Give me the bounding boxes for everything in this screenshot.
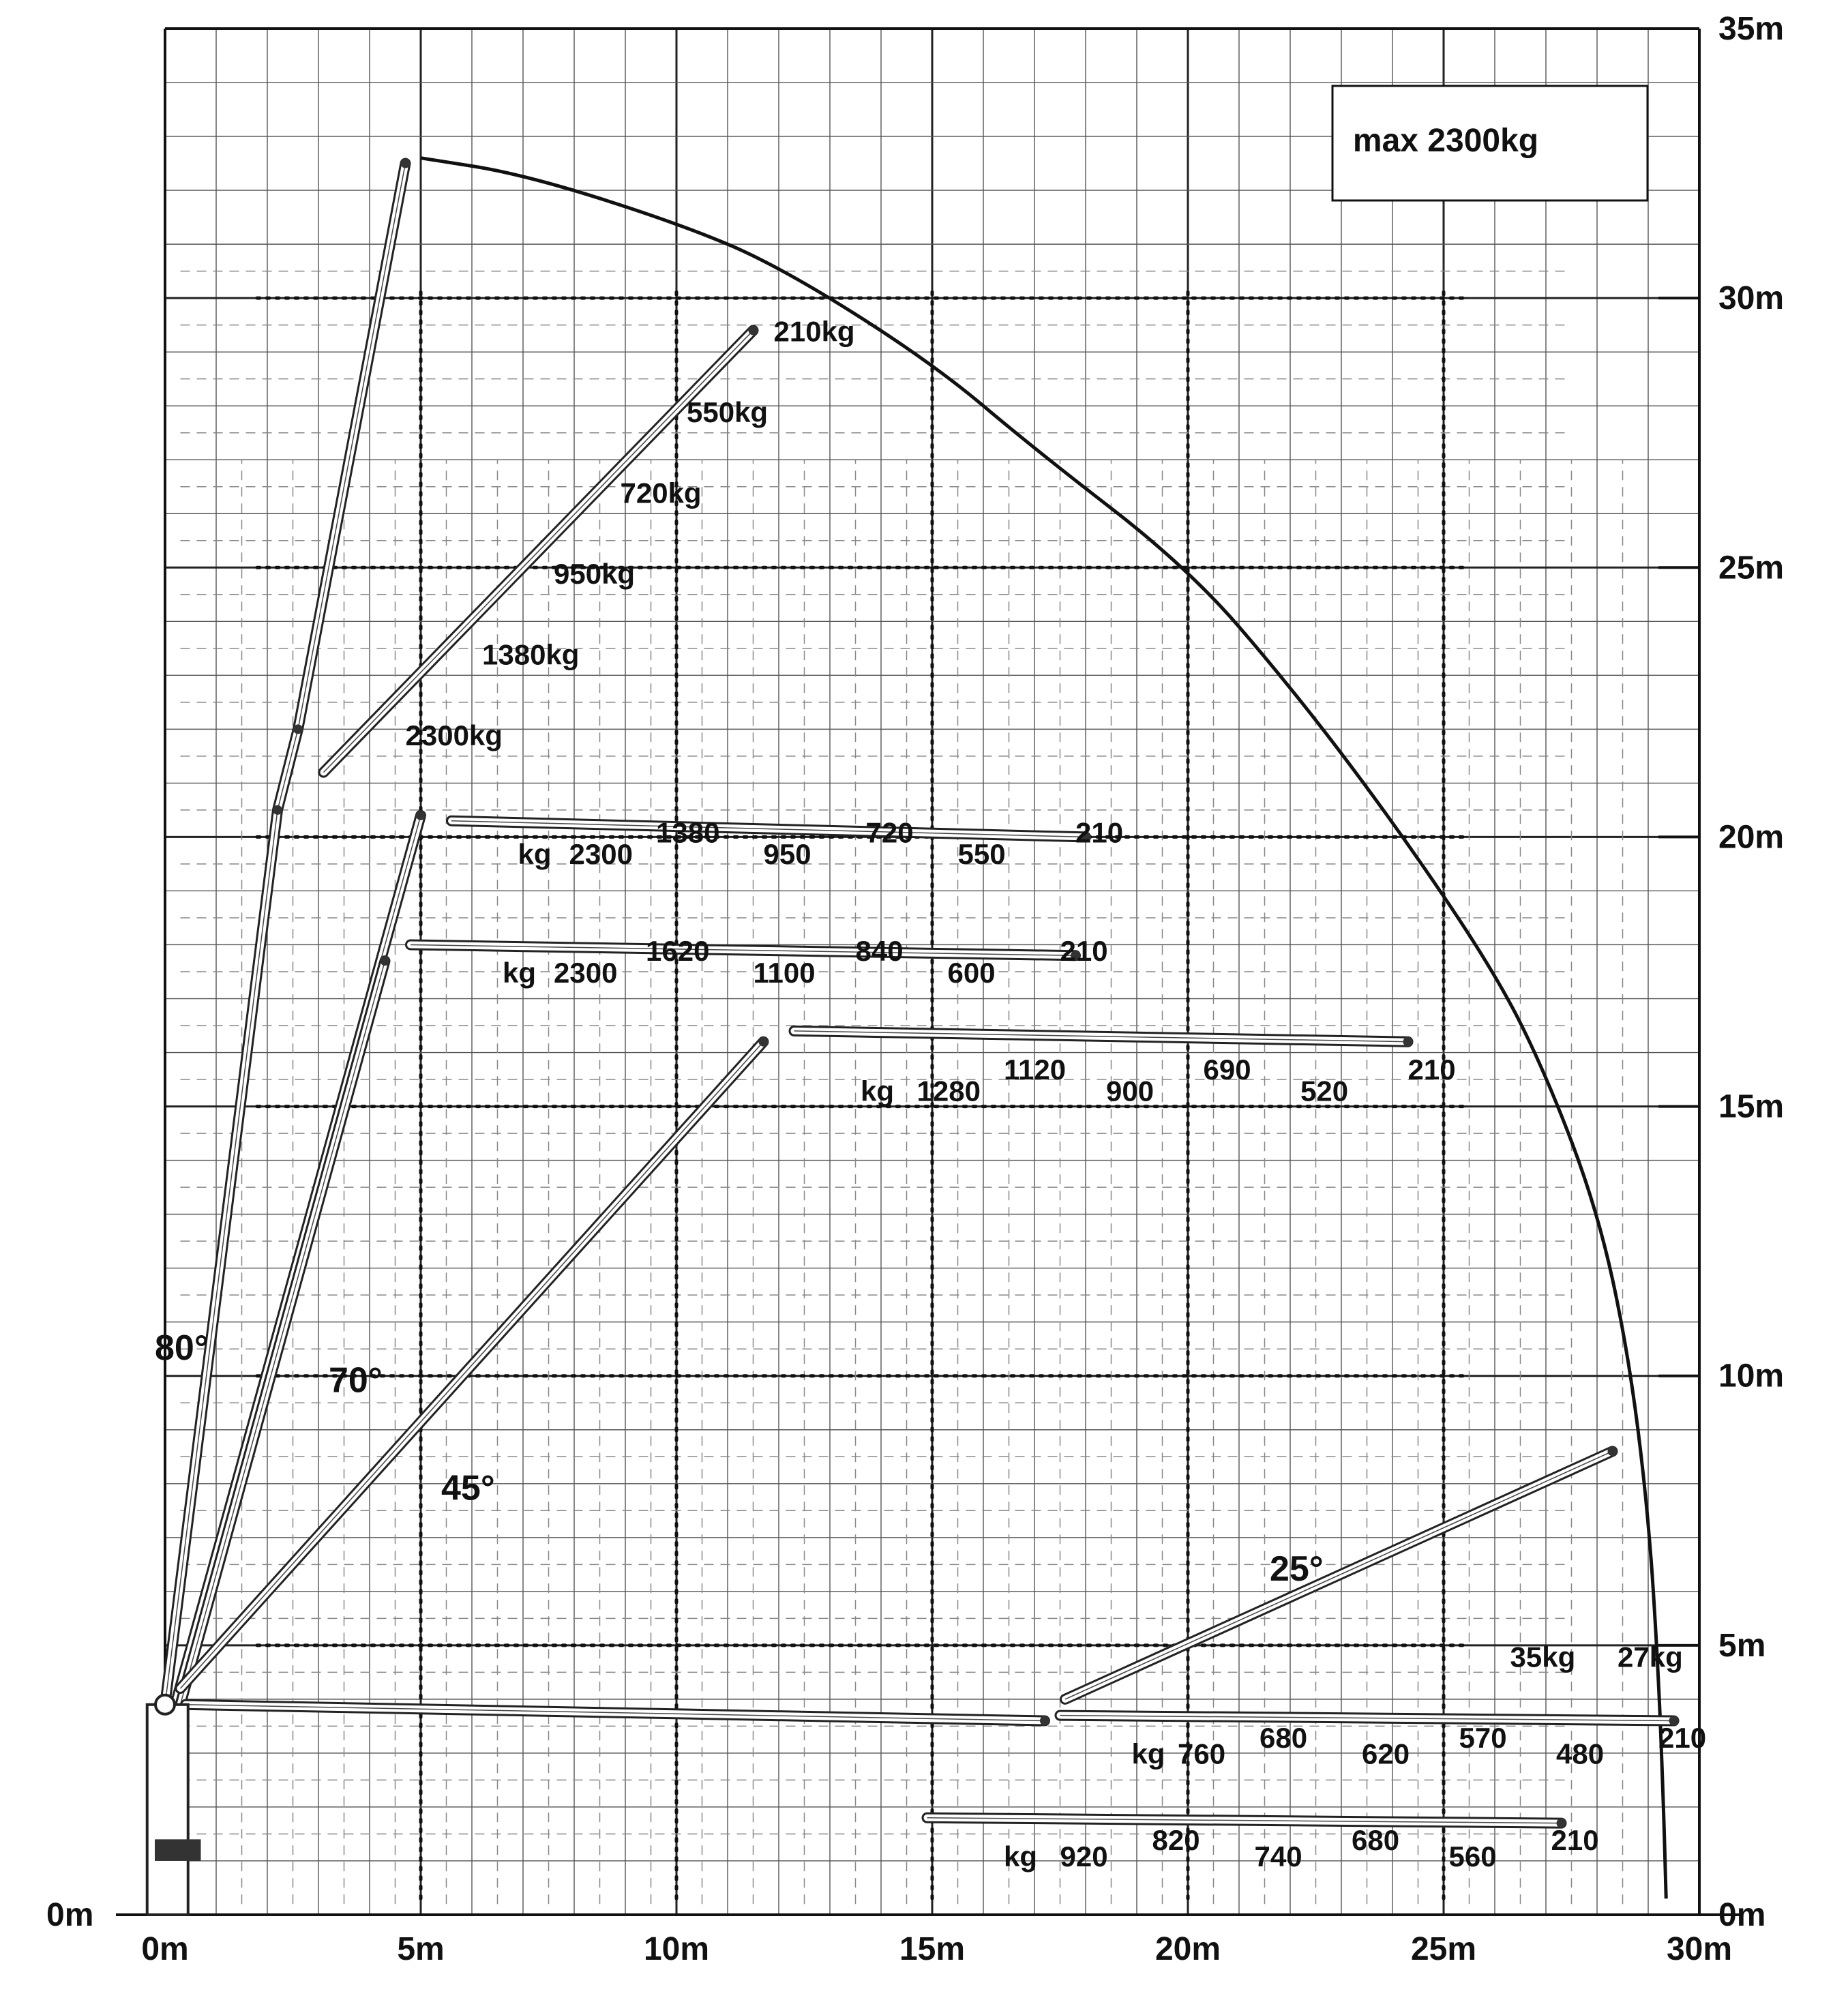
load-label: 950kg (554, 557, 636, 590)
boom-joint (1403, 1037, 1413, 1047)
load-label: 1100 (753, 956, 816, 989)
boom-joint (759, 1037, 769, 1047)
load-label: 820 (1152, 1824, 1200, 1857)
load-label: kg (1131, 1737, 1165, 1770)
load-label: 1620 (646, 935, 710, 968)
load-label: 2300kg (405, 719, 503, 752)
load-label: 35kg (1510, 1641, 1576, 1673)
boom-joint (416, 811, 426, 820)
load-label: 690 (1203, 1054, 1251, 1086)
load-label: 210 (1407, 1054, 1456, 1086)
load-label: 27kg (1618, 1641, 1683, 1673)
load-label: 210 (1060, 935, 1108, 968)
load-label: kg (503, 956, 537, 989)
crane-pivot (155, 1695, 175, 1714)
x-tick-label: 30m (1666, 1931, 1733, 1967)
load-label: 520 (1300, 1075, 1349, 1107)
load-label: 950 (763, 837, 811, 870)
y-tick-label-right: 20m (1718, 819, 1785, 856)
x-tick-label: 20m (1154, 1931, 1221, 1967)
y-tick-label-right: 30m (1718, 280, 1785, 317)
load-label: 720kg (620, 477, 702, 509)
load-label: kg (1004, 1840, 1038, 1872)
x-tick-label: 5m (397, 1931, 445, 1967)
load-label: 550kg (687, 395, 769, 428)
load-label: 480 (1556, 1737, 1605, 1770)
boom-angle-label: 25° (1270, 1549, 1324, 1589)
y-tick-label-left: 0m (46, 1897, 94, 1933)
load-label: 720 (865, 816, 914, 849)
load-label: 550 (957, 837, 1006, 870)
load-label: kg (861, 1075, 895, 1107)
load-label: 920 (1060, 1840, 1108, 1872)
y-tick-label-right: 5m (1718, 1627, 1766, 1664)
load-label: 680 (1352, 1824, 1400, 1857)
boom-joint (1040, 1716, 1049, 1725)
load-label: 210 (1551, 1824, 1599, 1857)
boom-joint (381, 956, 390, 966)
load-label: 1380 (656, 816, 720, 849)
load-label: kg (518, 837, 552, 870)
load-label: 1280 (916, 1075, 981, 1107)
x-tick-label: 0m (141, 1931, 189, 1967)
load-label: 840 (855, 935, 904, 968)
x-tick-label: 15m (899, 1931, 966, 1967)
max-load-box (1332, 86, 1648, 200)
load-label: 620 (1362, 1737, 1410, 1770)
crane-base (155, 1839, 201, 1861)
x-tick-label: 10m (643, 1931, 710, 1967)
boom-joint (293, 724, 303, 734)
load-label: 570 (1459, 1722, 1507, 1755)
y-tick-label-right: 10m (1718, 1358, 1785, 1394)
y-tick-label-right: 35m (1718, 11, 1785, 47)
max-load-text: max 2300kg (1352, 123, 1539, 159)
load-label: 760 (1178, 1737, 1226, 1770)
load-label: 680 (1260, 1722, 1308, 1755)
y-tick-label-right: 15m (1718, 1088, 1785, 1125)
load-label: 560 (1448, 1840, 1497, 1872)
crane-column (147, 1705, 188, 1915)
boom-angle-label: 80° (155, 1328, 209, 1369)
load-label: 210 (1658, 1722, 1707, 1755)
boom-angle-label: 45° (441, 1468, 495, 1508)
load-label: 1120 (1004, 1054, 1067, 1086)
load-label: 210kg (773, 315, 855, 348)
load-label: 900 (1106, 1075, 1154, 1107)
load-label: 2300 (569, 837, 633, 870)
boom-joint (401, 159, 411, 168)
y-tick-label-right: 25m (1718, 550, 1785, 586)
load-label: 1380kg (482, 638, 580, 671)
load-label: 2300 (554, 956, 618, 989)
y-tick-label-right: 0m (1718, 1897, 1766, 1933)
boom-joint (1608, 1446, 1618, 1456)
boom-joint (749, 326, 758, 335)
boom-angle-label: 70° (329, 1360, 383, 1401)
load-label: 210 (1075, 816, 1124, 849)
load-label: 740 (1254, 1840, 1302, 1872)
x-tick-label: 25m (1410, 1931, 1477, 1967)
load-label: 600 (947, 956, 996, 989)
boom-joint (273, 805, 282, 815)
